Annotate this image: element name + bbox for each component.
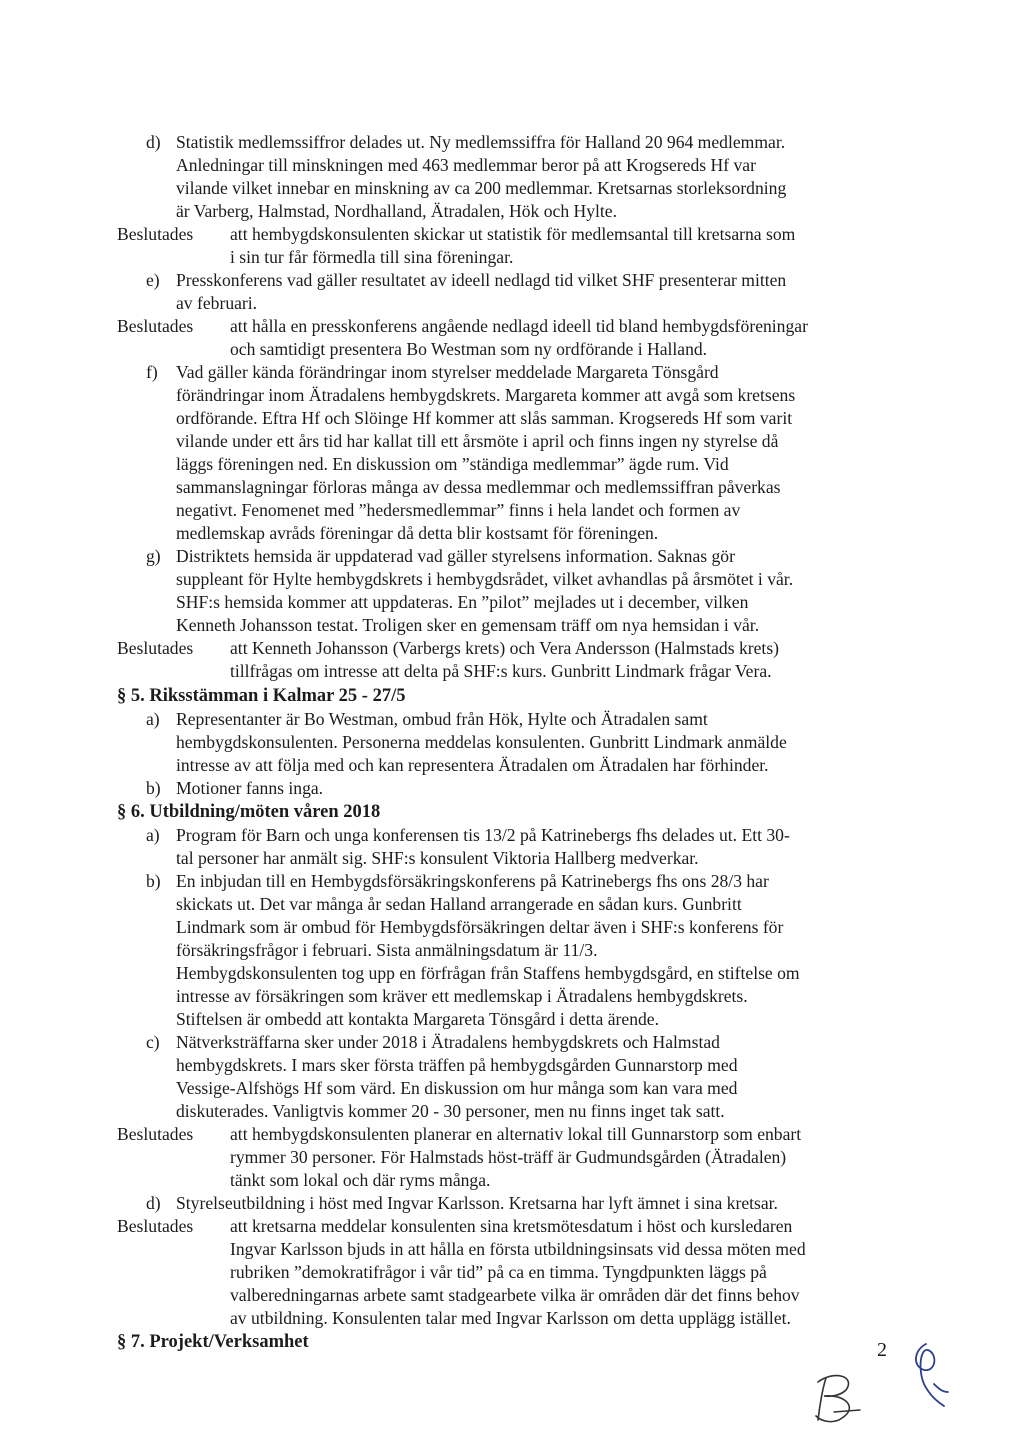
s4-e-line-2: av februari. xyxy=(176,293,258,313)
s6-d-decision-line-4: valberedningarnas arbete samt stadgearbete vilka är områden där det finns behov xyxy=(230,1285,800,1305)
s6-b-line-5: Hembygdskonsulenten tog upp en förfrågan från Staffens hembygdsgård, en stiftelse om xyxy=(176,963,800,983)
decision-label: Beslutades xyxy=(117,1124,194,1144)
s5-a-line-1: Representanter är Bo Westman, ombud från Hök, Hylte och Ätradalen samt xyxy=(176,709,708,729)
s6-c-line-3: Vessige-Alfshögs Hf som värd. En diskussion om hur många som kan vara med xyxy=(176,1078,738,1098)
s4-f-line-7: negativt. Fenomenet med ”hedersmedlemmar” finns i hela landet och formen av xyxy=(176,500,741,520)
initials-signature-left-icon xyxy=(812,1368,868,1432)
item-marker-c: c) xyxy=(146,1032,160,1052)
s4-f-line-4: vilande under ett års tid har kallat till ett årsmöte i april och finns ingen ny styrelse då xyxy=(176,431,779,451)
section-heading-5: § 5. Riksstämman i Kalmar 25 - 27/5 xyxy=(117,686,406,706)
s6-c-decision-line-3: tänkt som lokal och där ryms många. xyxy=(230,1170,491,1190)
s4-d-line-1: Statistik medlemssiffror delades ut. Ny medlemssiffra för Halland 20 964 medlemmar. xyxy=(176,132,786,152)
decision-text-line: att Kenneth Johansson (Varbergs krets) och Vera Andersson (Halmstads krets) xyxy=(230,638,780,658)
s4-d-decision-line-2: i sin tur får förmedla till sina föreningar. xyxy=(230,247,514,267)
s4-d-line-4: är Varberg, Halmstad, Nordhalland, Ätradalen, Hök och Hylte. xyxy=(176,201,618,221)
s6-a-line-2: tal personer har anmält sig. SHF:s konsulent Viktoria Hallberg medverkar. xyxy=(176,848,699,868)
s4-g-decision-line-2: tillfrågas om intresse att delta på SHF:s kurs. Gunbritt Lindmark frågar Vera. xyxy=(230,661,772,681)
decision-text-line: att hembygdskonsulenten planerar en alternativ lokal till Gunnarstorp som enbart xyxy=(230,1124,802,1144)
s4-g-line-3: SHF:s hemsida kommer att uppdateras. En ”pilot” mejlades ut i december, vilken xyxy=(176,592,749,612)
s6-b-line-3: Lindmark som är ombud för Hembygdsförsäkringen deltar även i SHF:s konferens för xyxy=(176,917,784,937)
s4-g-line-4: Kenneth Johansson testat. Troligen sker en gemensam träff om nya hemsidan i vår. xyxy=(176,615,760,635)
s6-c-line-1: Nätverksträffarna sker under 2018 i Ätradalens hembygdskrets och Halmstad xyxy=(176,1032,720,1052)
s6-c-decision-line-2: rymmer 30 personer. För Halmstads höst-träff är Gudmundsgården (Ätradalen) xyxy=(230,1147,787,1167)
s4-f-line-3: ordförande. Eftra Hf och Slöinge Hf kommer att slås samman. Krogsereds Hf som varit xyxy=(176,408,793,428)
decision-label: Beslutades xyxy=(117,638,194,658)
item-marker-a: a) xyxy=(146,709,160,729)
section-heading-6: § 6. Utbildning/möten våren 2018 xyxy=(117,802,381,822)
s6-c-line-4: diskuterades. Vanligtvis kommer 20 - 30 personer, men nu finns inget tak satt. xyxy=(176,1101,725,1121)
decision-text-line: att kretsarna meddelar konsulenten sina kretsmötesdatum i höst och kursledaren xyxy=(230,1216,793,1236)
s6-b-line-7: Stiftelsen är ombedd att kontakta Margareta Tönsgård i detta ärende. xyxy=(176,1009,660,1029)
decision-label: Beslutades xyxy=(117,224,194,244)
decision-label: Beslutades xyxy=(117,1216,194,1236)
item-marker-a: a) xyxy=(146,825,160,845)
s5-a-line-2: hembygdskonsulenten. Personerna meddelas konsulenten. Gunbritt Lindmark anmälde xyxy=(176,732,787,752)
decision-text-line: att hembygdskonsulenten skickar ut statistik för medlemsantal till kretsarna som xyxy=(230,224,796,244)
s4-g-line-1: Distriktets hemsida är uppdaterad vad gäller styrelsens information. Saknas gör xyxy=(176,546,735,566)
s6-b-line-6: intresse av försäkringen som kräver ett medlemskap i Ätradalens hembygdskrets. xyxy=(176,986,748,1006)
initials-signature-right-icon xyxy=(904,1340,952,1410)
s4-e-line-1: Presskonferens vad gäller resultatet av ideell nedlagd tid vilket SHF presenterar mitten xyxy=(176,270,787,290)
item-marker-g: g) xyxy=(146,546,161,566)
s6-a-line-1: Program för Barn och unga konferensen tis 13/2 på Katrinebergs fhs delades ut. Ett 30- xyxy=(176,825,790,845)
item-marker-b: b) xyxy=(146,871,161,891)
s6-b-line-2: skickats ut. Det var många år sedan Halland arrangerade en sådan kurs. Gunbritt xyxy=(176,894,742,914)
s6-c-line-2: hembygdskrets. I mars sker första träffen på hembygdsgården Gunnarstorp med xyxy=(176,1055,738,1075)
item-marker-b: b) xyxy=(146,778,161,798)
s4-f-line-2: förändringar inom Ätradalens hembygdskrets. Margareta kommer att avgå som kretsens xyxy=(176,385,796,405)
item-marker-d: d) xyxy=(146,132,161,152)
item-marker-d: d) xyxy=(146,1193,161,1213)
s6-d-decision-line-3: rubriken ”demokratifrågor i vår tid” på ca en timma. Tyngdpunkten läggs på xyxy=(230,1262,767,1282)
s4-d-line-3: vilande vilket innebar en minskning av ca 200 medlemmar. Kretsarnas storleksordning xyxy=(176,178,787,198)
decision-text-line: att hålla en presskonferens angående nedlagd ideell tid bland hembygdsföreningar xyxy=(230,316,808,336)
s6-d-line-1: Styrelseutbildning i höst med Ingvar Karlsson. Kretsarna har lyft ämnet i sina kretsar. xyxy=(176,1193,778,1213)
page-number: 2 xyxy=(877,1339,887,1361)
s6-d-decision-line-2: Ingvar Karlsson bjuds in att hålla en första utbildningsinsats vid dessa möten med xyxy=(230,1239,806,1259)
s4-f-line-5: läggs föreningen ned. En diskussion om ”ständiga medlemmar” ägde rum. Vid xyxy=(176,454,729,474)
s6-b-line-4: försäkringsfrågor i februari. Sista anmälningsdatum är 11/3. xyxy=(176,940,598,960)
s4-g-line-2: suppleant för Hylte hembygdskrets i hembygdsrådet, vilket avhandlas på årsmötet i vår. xyxy=(176,569,794,589)
s4-e-decision-line-2: och samtidigt presentera Bo Westman som ny ordförande i Halland. xyxy=(230,339,708,359)
s5-a-line-3: intresse av att följa med och kan representera Ätradalen om Ätradalen har förhinder. xyxy=(176,755,769,775)
s4-f-line-6: sammanslagningar förloras många av dessa medlemmar och medlemssiffran påverkas xyxy=(176,477,781,497)
item-marker-e: e) xyxy=(146,270,160,290)
s4-f-line-1: Vad gäller kända förändringar inom styrelser meddelade Margareta Tönsgård xyxy=(176,362,719,382)
section-heading-7: § 7. Projekt/Verksamhet xyxy=(117,1332,309,1352)
s4-d-line-2: Anledningar till minskningen med 463 medlemmar beror på att Krogsereds Hf var xyxy=(176,155,756,175)
item-marker-f: f) xyxy=(146,362,158,382)
s5-b-line-1: Motioner fanns inga. xyxy=(176,778,324,798)
s6-d-decision-line-5: av utbildning. Konsulenten talar med Ingvar Karlsson om detta upplägg istället. xyxy=(230,1308,791,1328)
decision-label: Beslutades xyxy=(117,316,194,336)
s4-f-line-8: medlemskap avråds föreningar då detta blir kostsamt för föreningen. xyxy=(176,523,659,543)
s6-b-line-1: En inbjudan till en Hembygdsförsäkringskonferens på Katrinebergs fhs ons 28/3 har xyxy=(176,871,769,891)
